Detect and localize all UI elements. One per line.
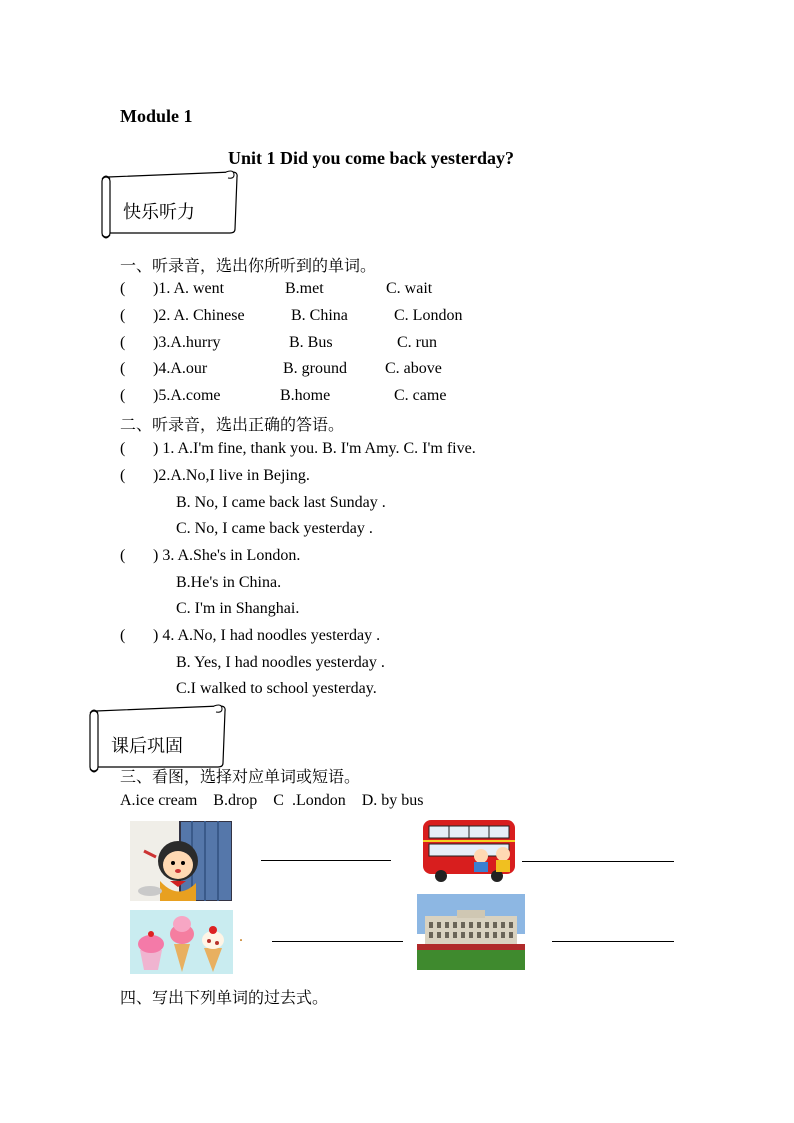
question-option-b: B.home xyxy=(280,387,331,404)
question-2-option-c: C. No, I came back yesterday . xyxy=(176,520,373,537)
question-3-option-c: C. I'm in Shanghai. xyxy=(176,600,300,617)
stray-dot: . xyxy=(239,928,243,945)
question-option-a: )2. A. Chinese xyxy=(153,307,245,324)
question-option-b: B. China xyxy=(291,307,348,324)
answer-blank-2[interactable] xyxy=(522,861,674,862)
question-option-b: B. ground xyxy=(283,360,347,377)
question-3-option-b: B.He's in China. xyxy=(176,574,282,591)
answer-paren: ( xyxy=(120,467,126,484)
answer-paren: ( xyxy=(120,334,126,351)
answer-paren: ( xyxy=(120,360,126,377)
question-option-c: C. London xyxy=(394,307,463,324)
question-option-c: C. wait xyxy=(386,280,433,297)
answer-blank-1[interactable] xyxy=(261,860,391,861)
answer-paren: ( xyxy=(120,547,126,564)
module-title: Module 1 xyxy=(120,106,193,126)
question-option-b: B.met xyxy=(285,280,324,297)
question-option-a: )4.A.our xyxy=(153,360,208,377)
section3-heading: 三、看图，选择对应单词或短语。 xyxy=(120,767,361,786)
question-4-option-b: B. Yes, I had noodles yesterday . xyxy=(176,654,385,671)
red-bus-picture xyxy=(419,816,519,882)
answer-paren: ( xyxy=(120,280,126,297)
question-4-option-c: C.I walked to school yesterday. xyxy=(176,680,377,697)
answer-paren: ( xyxy=(120,387,126,404)
answer-blank-4[interactable] xyxy=(552,941,674,942)
unit-title: Unit 1 Did you come back yesterday? xyxy=(228,148,514,168)
question-4-option-a: ) 4. A.No, I had noodles yesterday . xyxy=(153,627,381,644)
question-option-a: )5.A.come xyxy=(153,387,221,404)
question-2-option-a: )2.A.No,I live in Bejing. xyxy=(153,467,310,484)
section1-heading: 一、听录音，选出你所听到的单词。 xyxy=(120,256,377,275)
question-2-option-b: B. No, I came back last Sunday . xyxy=(176,494,386,511)
question-1-text: ) 1. A.I'm fine, thank you. B. I'm Amy. C. I'm five. xyxy=(153,440,476,457)
practice-banner-label: 课后巩固 xyxy=(111,736,183,757)
answer-paren: ( xyxy=(120,627,126,644)
london-palace-picture xyxy=(417,894,525,970)
question-option-a: )3.A.hurry xyxy=(153,334,221,351)
question-option-a: )1. A. went xyxy=(153,280,225,297)
listening-banner xyxy=(98,167,240,243)
section2-heading: 二、听录音，选出正确的答语。 xyxy=(120,415,345,434)
question-3-option-a: ) 3. A.She's in London. xyxy=(153,547,301,564)
question-option-c: C. run xyxy=(397,334,437,351)
section4-heading: 四、写出下列单词的过去式。 xyxy=(120,988,329,1007)
word-options: A.ice cream B.drop C .London D. by bus xyxy=(120,792,424,809)
ice-cream-picture xyxy=(130,910,233,974)
question-option-b: B. Bus xyxy=(289,334,333,351)
answer-paren: ( xyxy=(120,307,126,324)
listening-banner-label: 快乐听力 xyxy=(123,202,195,223)
question-option-c: C. came xyxy=(394,387,447,404)
answer-blank-3[interactable] xyxy=(272,941,403,942)
girl-dropping-picture xyxy=(130,821,232,901)
answer-paren: ( xyxy=(120,440,126,457)
question-option-c: C. above xyxy=(385,360,442,377)
